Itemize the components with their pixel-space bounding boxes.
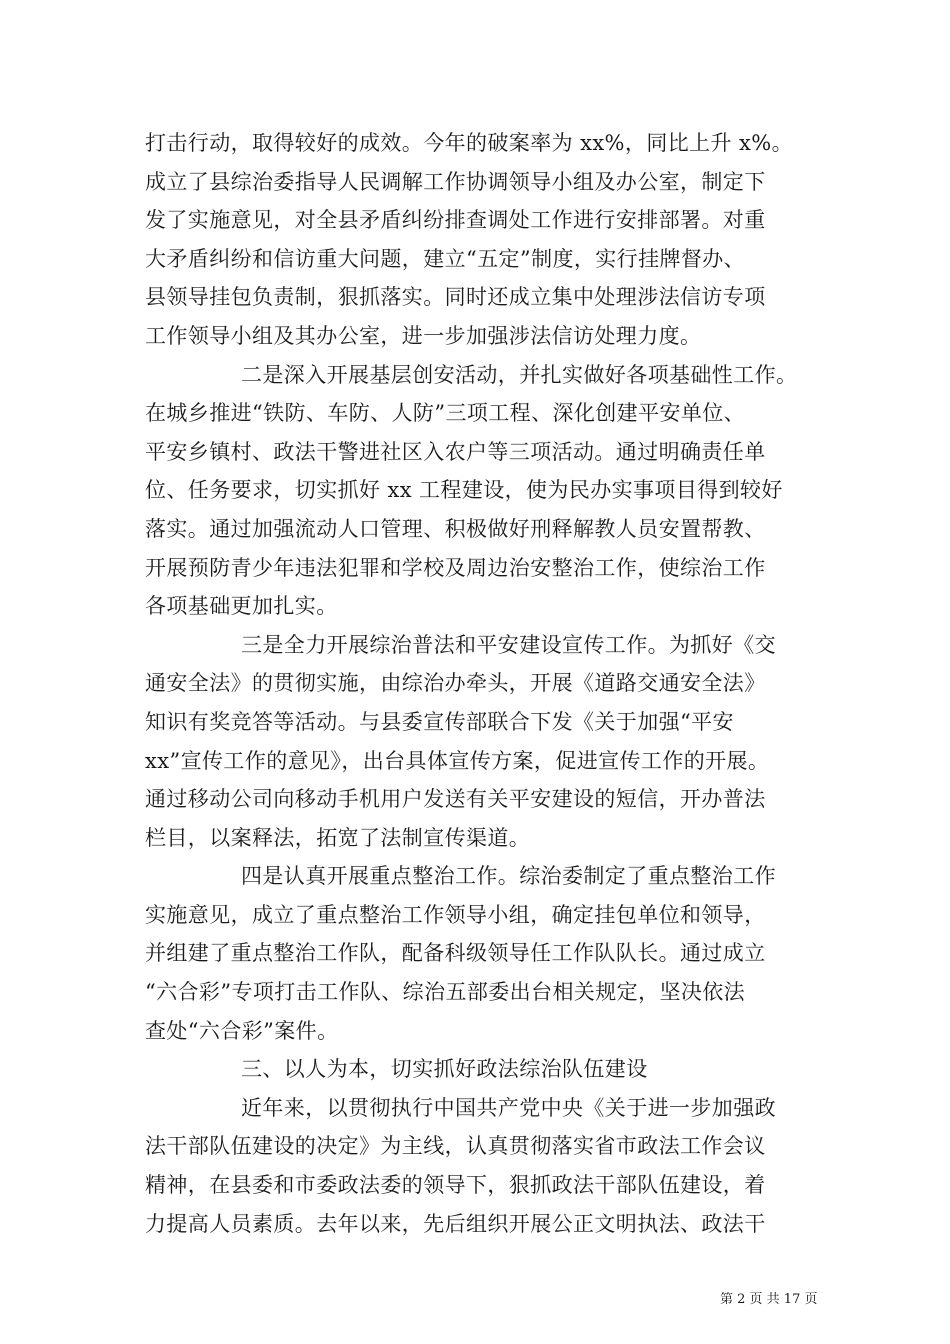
text-line: 县领导挂包负责制，狠抓落实。同时还成立集中处理涉法信访专项 (145, 285, 766, 310)
text-line: 各项基础更加扎实。 (145, 594, 338, 619)
text-line: 力提高人员素质。去年以来，先后组织开展公正文明执法、政法干 (145, 1211, 766, 1236)
text-line: 发了实施意见，对全县矛盾纠纷排查调处工作进行安排部署。对重 (145, 208, 766, 233)
text-line: 在城乡推进“铁防、车防、人防”三项工程、深化创建平安单位、 (145, 401, 746, 426)
text-line: 成立了县综治委指导人民调解工作协调领导小组及办公室，制定下 (145, 169, 766, 194)
text-line: 知识有奖竞答等活动。与县委宣传部联合下发《关于加强“平安 (145, 709, 734, 734)
text-line: 通安全法》的贯彻实施，由综治办牵头，开展《道路交通安全法》 (145, 671, 766, 696)
text-line: 查处“六合彩”案件。 (145, 1018, 339, 1043)
text-line: 工作领导小组及其办公室，进一步加强涉法信访处理力度。 (145, 323, 702, 348)
text-line: 打击行动，取得较好的成效。今年的破案率为 xx%，同比上升 x%。 (145, 131, 793, 155)
text-line: 落实。通过加强流动人口管理、积极做好刑释解教人员安置帮教、 (145, 516, 766, 541)
text-line: 实施意见，成立了重点整治工作领导小组，确定挂包单位和领导， (145, 902, 766, 927)
text-line: 开展预防青少年违法犯罪和学校及周边治安整治工作，使综治工作 (145, 555, 766, 580)
text-line: 并组建了重点整治工作队，配备科级领导任工作队队长。通过成立 (145, 941, 766, 966)
text-line: 栏目，以案释法，拓宽了法制宣传渠道。 (145, 825, 531, 850)
text-line: 大矛盾纠纷和信访重大问题，建立“五定”制度，实行挂牌督办、 (145, 246, 746, 271)
text-line: xx”宣传工作的意见》，出台具体宣传方案，促进宣传工作的开展。 (145, 748, 770, 773)
text-line: 位、任务要求，切实抓好 xx 工程建设，使为民办实事项目得到较好 (145, 478, 783, 503)
text-line: 平安乡镇村、政法干警进社区入农户等三项活动。通过明确责任单 (145, 439, 766, 464)
section-heading: 三、以人为本，切实抓好政法综治队伍建设 (241, 1057, 648, 1082)
text-line: 通过移动公司向移动手机用户发送有关平安建设的短信，开办普法 (145, 787, 766, 812)
page-number-footer: 第 2 页 共 17 页 (720, 1292, 818, 1307)
text-line: 精神，在县委和市委政法委的领导下，狠抓政法干部队伍建设，着 (145, 1173, 766, 1198)
text-line: “六合彩”专项打击工作队、综治五部委出台相关规定，坚决依法 (145, 980, 746, 1005)
paragraph-start-line: 四是认真开展重点整治工作。综治委制定了重点整治工作 (241, 864, 776, 889)
paragraph-start-line: 近年来，以贯彻执行中国共产党中央《关于进一步加强政 (241, 1095, 776, 1120)
paragraph-start-line: 二是深入开展基层创安活动，并扎实做好各项基础性工作。 (241, 362, 798, 387)
paragraph-start-line: 三是全力开展综治普法和平安建设宣传工作。为抓好《交 (241, 632, 776, 657)
body-text (145, 124, 825, 1243)
text-line: 法干部队伍建设的决定》为主线，认真贯彻落实省市政法工作会议 (145, 1134, 766, 1159)
